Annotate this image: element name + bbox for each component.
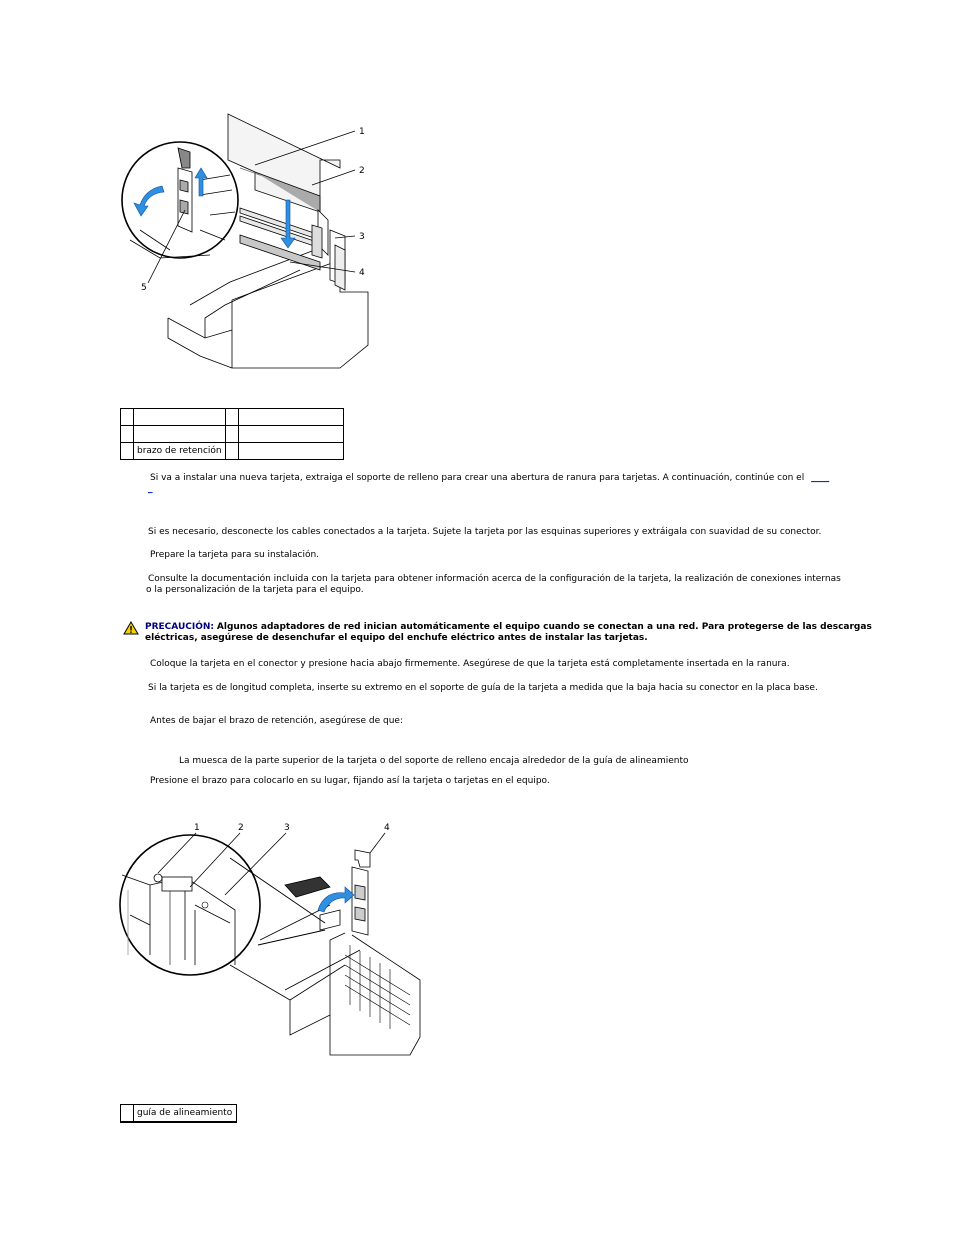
instruction-text: Consulte la documentación incluida con la tarjeta para obtener información acerca de la configuración de la tarjeta, la realización de conexiones internas [148, 574, 841, 584]
table-row [121, 443, 344, 460]
figure2-callout-3: 3 [284, 823, 290, 833]
legend-number [121, 409, 134, 426]
legend-label [238, 443, 343, 460]
instruction-text: La muesca de la parte superior de la tarjeta o del soporte de relleno encaja alrededor de la guía de alineamiento [179, 756, 689, 766]
figure1-callout-1: 1 [359, 127, 365, 137]
legend-number [225, 409, 238, 426]
figure1-callout-4: 4 [359, 268, 365, 278]
legend-label [238, 409, 343, 426]
legend-table-1 [120, 408, 344, 460]
legend-label: guía de alineamiento [134, 1105, 237, 1123]
instruction-text: Coloque la tarjeta en el conector y presione hacia abajo firmemente. Asegúrese de que la tarjeta está completamente insertada en la ranura. [150, 659, 790, 669]
legend-number [225, 426, 238, 443]
continue-link-cont[interactable]: _ [148, 484, 153, 494]
caution-text: Algunos adaptadores de red inician automáticamente el equipo cuando se conectan a una red. Para protegerse de las descargas [216, 622, 872, 632]
instruction-text: Si es necesario, desconecte los cables conectados a la tarjeta. Sujete la tarjeta por las esquinas superiores y extráigala con suavidad de su conector. [148, 527, 822, 537]
legend-label [134, 426, 226, 443]
instruction-text: o la personalización de la tarjeta para el equipo. [146, 585, 364, 595]
figure2-callout-4: 4 [384, 823, 390, 833]
legend-label: brazo de retención [134, 443, 226, 460]
figure1-callout-3: 3 [359, 232, 365, 242]
figure2-callout-1: 1 [194, 823, 200, 833]
continue-link[interactable]: ____ [811, 473, 830, 483]
figure2-callout-2: 2 [238, 823, 244, 833]
figure1-callout-2: 2 [359, 166, 365, 176]
caution-text: eléctricas, asegúrese de desenchufar el equipo del enchufe eléctrico antes de instalar las tarjetas. [145, 633, 648, 643]
instruction-text: Si la tarjeta es de longitud completa, inserte su extremo en el soporte de guía de la tarjeta a medida que la baja hacia su conector en la placa base. [148, 683, 818, 693]
legend-number [225, 443, 238, 460]
figure-retention-arm [0, 815, 954, 1075]
table-row [121, 1105, 237, 1123]
caution-note [145, 622, 872, 633]
caution-label: PRECAUCIÓN: [145, 622, 215, 632]
instruction-text [150, 473, 840, 484]
instruction-text-body: Si va a instalar una nueva tarjeta, extraiga el soporte de relleno para crear una abertura de ranura para tarjetas. A continuación, continúe con el [150, 473, 805, 483]
table-row [121, 426, 344, 443]
instruction-text: Prepare la tarjeta para su instalación. [150, 550, 320, 560]
legend-table-2 [120, 1104, 237, 1123]
legend-number [121, 1105, 134, 1123]
legend-number [121, 426, 134, 443]
figure1-callout-5: 5 [141, 283, 147, 293]
legend-label [238, 426, 343, 443]
instruction-text: Presione el brazo para colocarlo en su lugar, fijando así la tarjeta o tarjetas en el equipo. [150, 776, 550, 786]
legend-number [121, 443, 134, 460]
warning-icon [123, 621, 139, 635]
table-row [121, 409, 344, 426]
instruction-text: Antes de bajar el brazo de retención, asegúrese de que: [150, 716, 403, 726]
figure-card-installation [0, 0, 954, 380]
legend-label [134, 409, 226, 426]
